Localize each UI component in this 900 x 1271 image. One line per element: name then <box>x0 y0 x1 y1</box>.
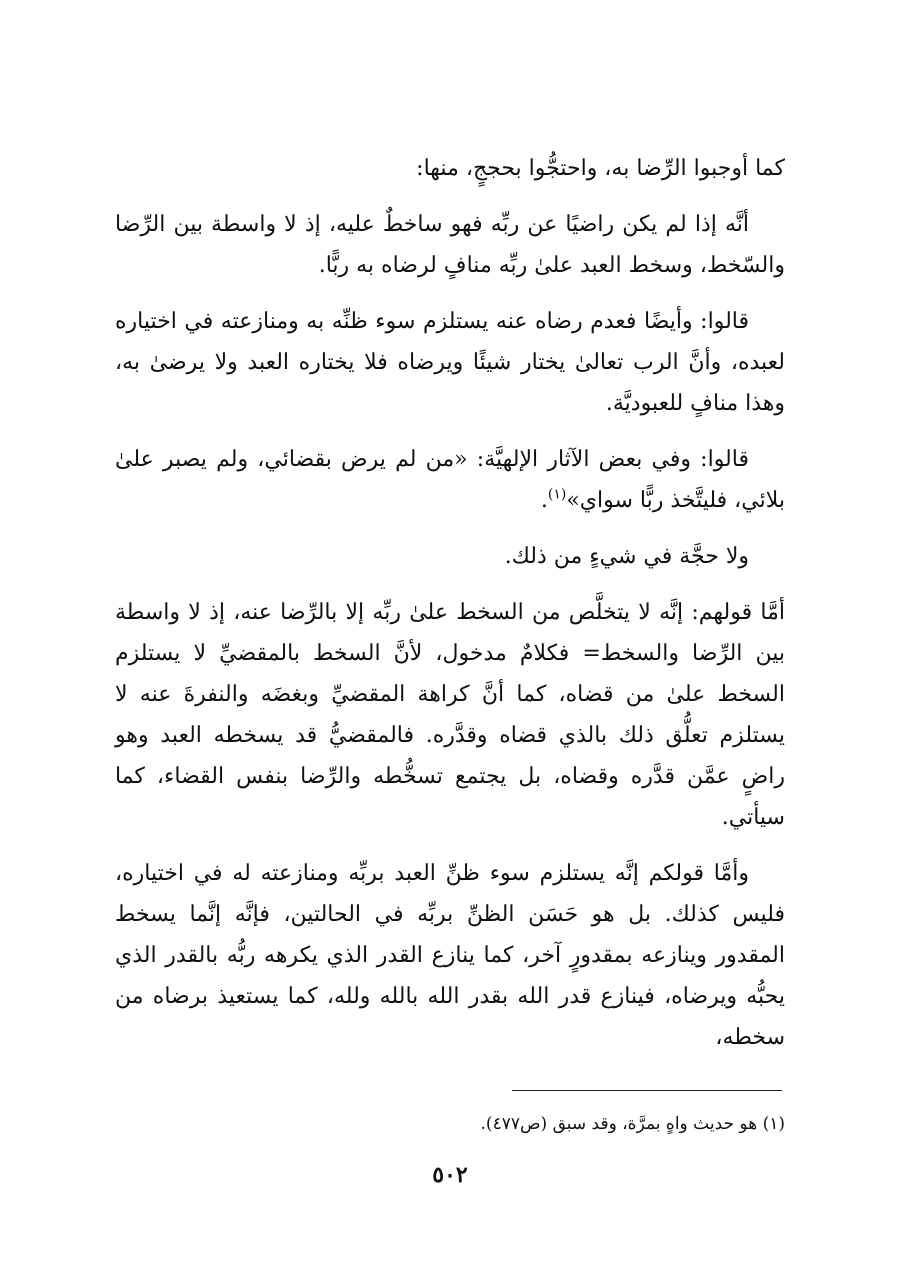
paragraph-argument-1: أنَّه إذا لم يكن راضيًا عن ربِّه فهو ساخطٌ عليه، إذ لا واسطة بين الرِّضا والسّخط، وسخط العبد علىٰ ربِّه منافٍ لرضاه به ربًّا. <box>115 212 785 278</box>
paragraph-rebuttal-2: وأمَّا قولكم إنَّه يستلزم سوء ظنِّ العبد بربِّه ومنازعته له في اختياره، فليس كذلك. بل هو حَسَن الظنِّ بربِّه في الحالتين، فإنَّه إنَّما يسخط المقدور وينازعه بمقدورٍ آخر، كما ينازع القدر الذي يكرهه ربُّه بالقدر الذي يحبُّه ويرضاه، فينازع قدر الله بقدر الله بالله ولله، كما يستعيذ برضاه من سخطه، <box>115 861 785 1050</box>
main-text <box>115 148 785 1073</box>
paragraph-argument-3-text: قالوا: وفي بعض الآثار الإلهيَّة: «من لم يرض بقضائي، ولم يصبر علىٰ بلائي، فليتَّخذ ربًّا سواي» <box>115 447 785 513</box>
footnote-reference[interactable]: (١) <box>547 486 567 503</box>
footnote: (١) هو حديث واهٍ بمرَّة، وقد سبق (ص٤٧٧). <box>480 1114 785 1134</box>
paragraph-argument-2: قالوا: وأيضًا فعدم رضاه عنه يستلزم سوء ظنِّه به ومنازعته في اختياره لعبده، وأنَّ الرب تعالىٰ يختار شيئًا ويرضاه فلا يختاره العبد ولا يرضىٰ به، وهذا منافٍ للعبوديَّة. <box>115 309 785 416</box>
paragraph-rebuttal-intro: ولا حجَّة في شيءٍ من ذلك. <box>504 544 749 569</box>
paragraph-argument-3 <box>115 439 785 521</box>
paragraph-rebuttal-1: أمَّا قولهم: إنَّه لا يتخلَّص من السخط علىٰ ربِّه إلا بالرِّضا عنه، إذ لا واسطة بين الرِّضا والسخط= فكلامٌ مدخول، لأنَّ السخط بالمقضيِّ لا يستلزم السخط علىٰ من قضاه، كما أنَّ كراهة المقضيِّ وبغضَه والنفرةَ عنه لا يستلزم تعلُّق ذلك بالذي قضاه وقدَّره. فالمقضيُّ قد يسخطه العبد وهو راضٍ عمَّن قدَّره وقضاه، بل يجتمع تسخُّطه والرِّضا بنفس القضاء، كما سيأتي. <box>115 600 785 830</box>
paragraph-argument-3-end: . <box>540 488 548 513</box>
page-number: ٥٠٢ <box>432 1162 468 1188</box>
paragraph-intro: كما أوجبوا الرِّضا به، واحتجُّوا بحججٍ، منها: <box>416 156 785 181</box>
footnote-divider <box>512 1090 782 1091</box>
